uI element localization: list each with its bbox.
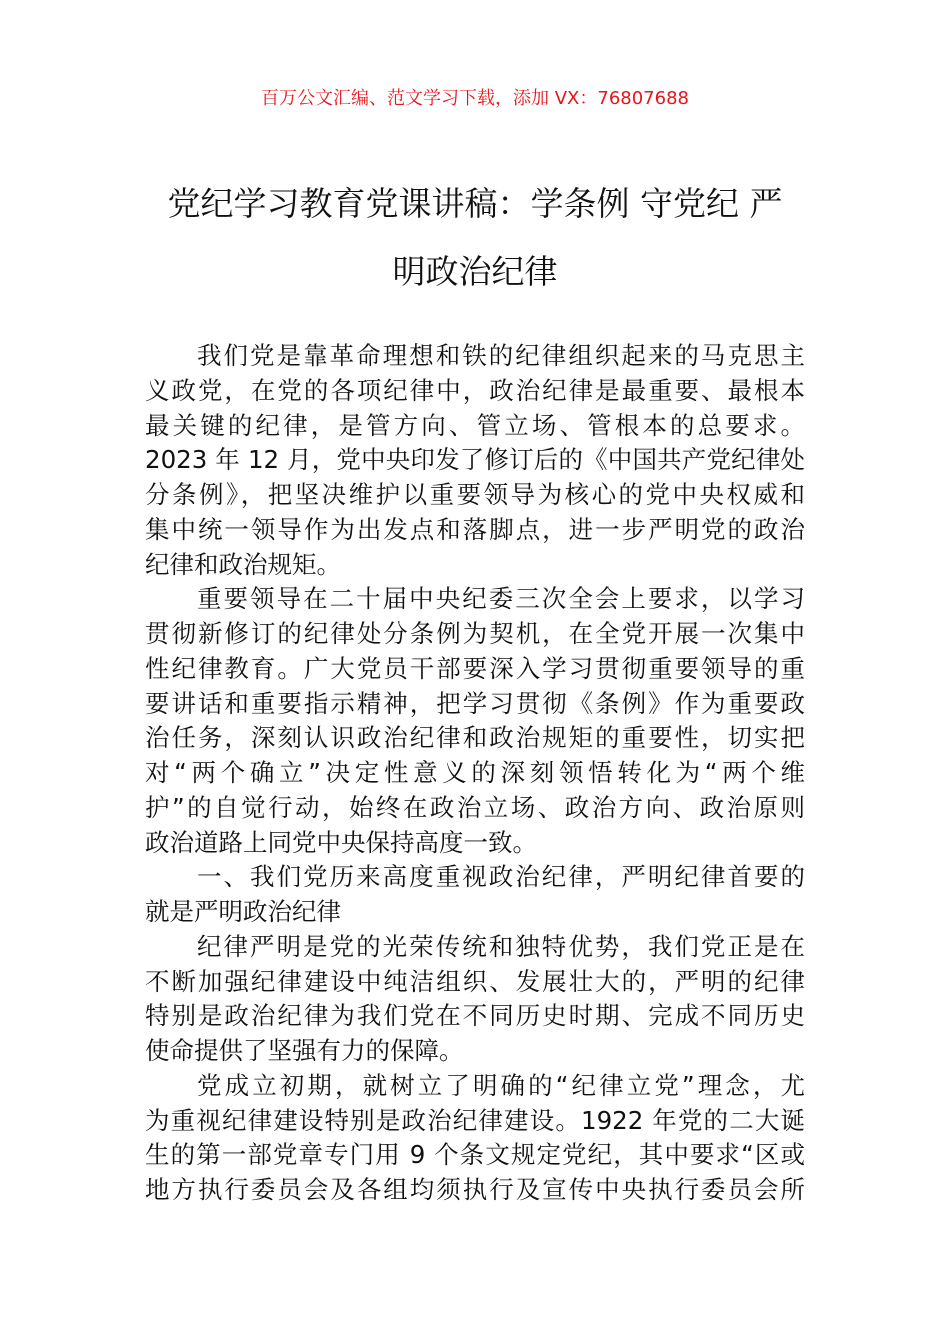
text-line: 党成立初期，就树立了明确的“纪律立党”理念，尤	[197, 1070, 805, 1100]
text-line: 性纪律教育。广大党员干部要深入学习贯彻重要领导的重	[145, 653, 805, 683]
document-title-line-2: 明政治纪律	[392, 252, 558, 291]
text-line: 不断加强纪律建设中纯洁组织、发展壮大的，严明的纪律	[145, 966, 805, 996]
text-line: 就是严明政治纪律	[145, 897, 341, 926]
text-line: 护”的自觉行动，始终在政治立场、政治方向、政治原则	[145, 792, 805, 822]
text-line: 地方执行委员会及各组均须执行及宣传中央执行委员会所	[145, 1175, 805, 1204]
document-body	[145, 339, 805, 1208]
text-line: 纪律严明是党的光荣传统和独特优势，我们党正是在	[197, 931, 805, 961]
text-line: 对“两个确立”决定性意义的深刻领悟转化为“两个维	[145, 758, 805, 787]
text-line: 生的第一部党章专门用 9 个条文规定党纪，其中要求“区或	[145, 1140, 805, 1170]
text-line: 特别是政治纪律为我们党在不同历史时期、完成不同历史	[145, 1001, 805, 1031]
text-line: 集中统一领导作为出发点和落脚点，进一步严明党的政治	[145, 514, 805, 544]
text-line: 为重视纪律建设特别是政治纪律建设。1922 年党的二大诞	[145, 1105, 805, 1135]
text-line: 我们党是靠革命理想和铁的纪律组织起来的马克思主	[197, 341, 805, 370]
text-line: 要讲话和重要指示精神，把学习贯彻《条例》作为重要政	[145, 688, 805, 718]
document-title-line-1: 党纪学习教育党课讲稿：学条例 守党纪 严	[167, 184, 783, 223]
text-line: 最关键的纪律，是管方向、管立场、管根本的总要求。	[145, 410, 805, 440]
section-heading	[145, 860, 805, 930]
text-line: 2023 年 12 月，党中央印发了修订后的《中国共产党纪律处	[145, 445, 805, 475]
text-line: 义政党，在党的各项纪律中，政治纪律是最重要、最根本	[145, 375, 805, 405]
watermark-header: 百万公文汇编、范文学习下载，添加 VX：76807688	[261, 88, 689, 109]
paragraph	[145, 339, 805, 582]
text-line: 治任务，深刻认识政治纪律和政治规矩的重要性，切实把	[145, 723, 805, 753]
paragraph	[145, 930, 805, 1069]
text-line: 一、我们党历来高度重视政治纪律，严明纪律首要的	[197, 862, 805, 892]
text-line: 政治道路上同党中央保持高度一致。	[145, 827, 537, 857]
text-line: 重要领导在二十届中央纪委三次全会上要求，以学习	[197, 584, 805, 614]
text-line: 贯彻新修订的纪律处分条例为契机，在全党开展一次集中	[145, 619, 805, 648]
text-line: 纪律和政治规矩。	[145, 549, 341, 579]
paragraph	[145, 582, 805, 860]
text-line: 使命提供了坚强有力的保障。	[145, 1036, 464, 1065]
text-line: 分条例》，把坚决维护以重要领导为核心的党中央权威和	[145, 480, 805, 509]
paragraph	[145, 1069, 805, 1208]
